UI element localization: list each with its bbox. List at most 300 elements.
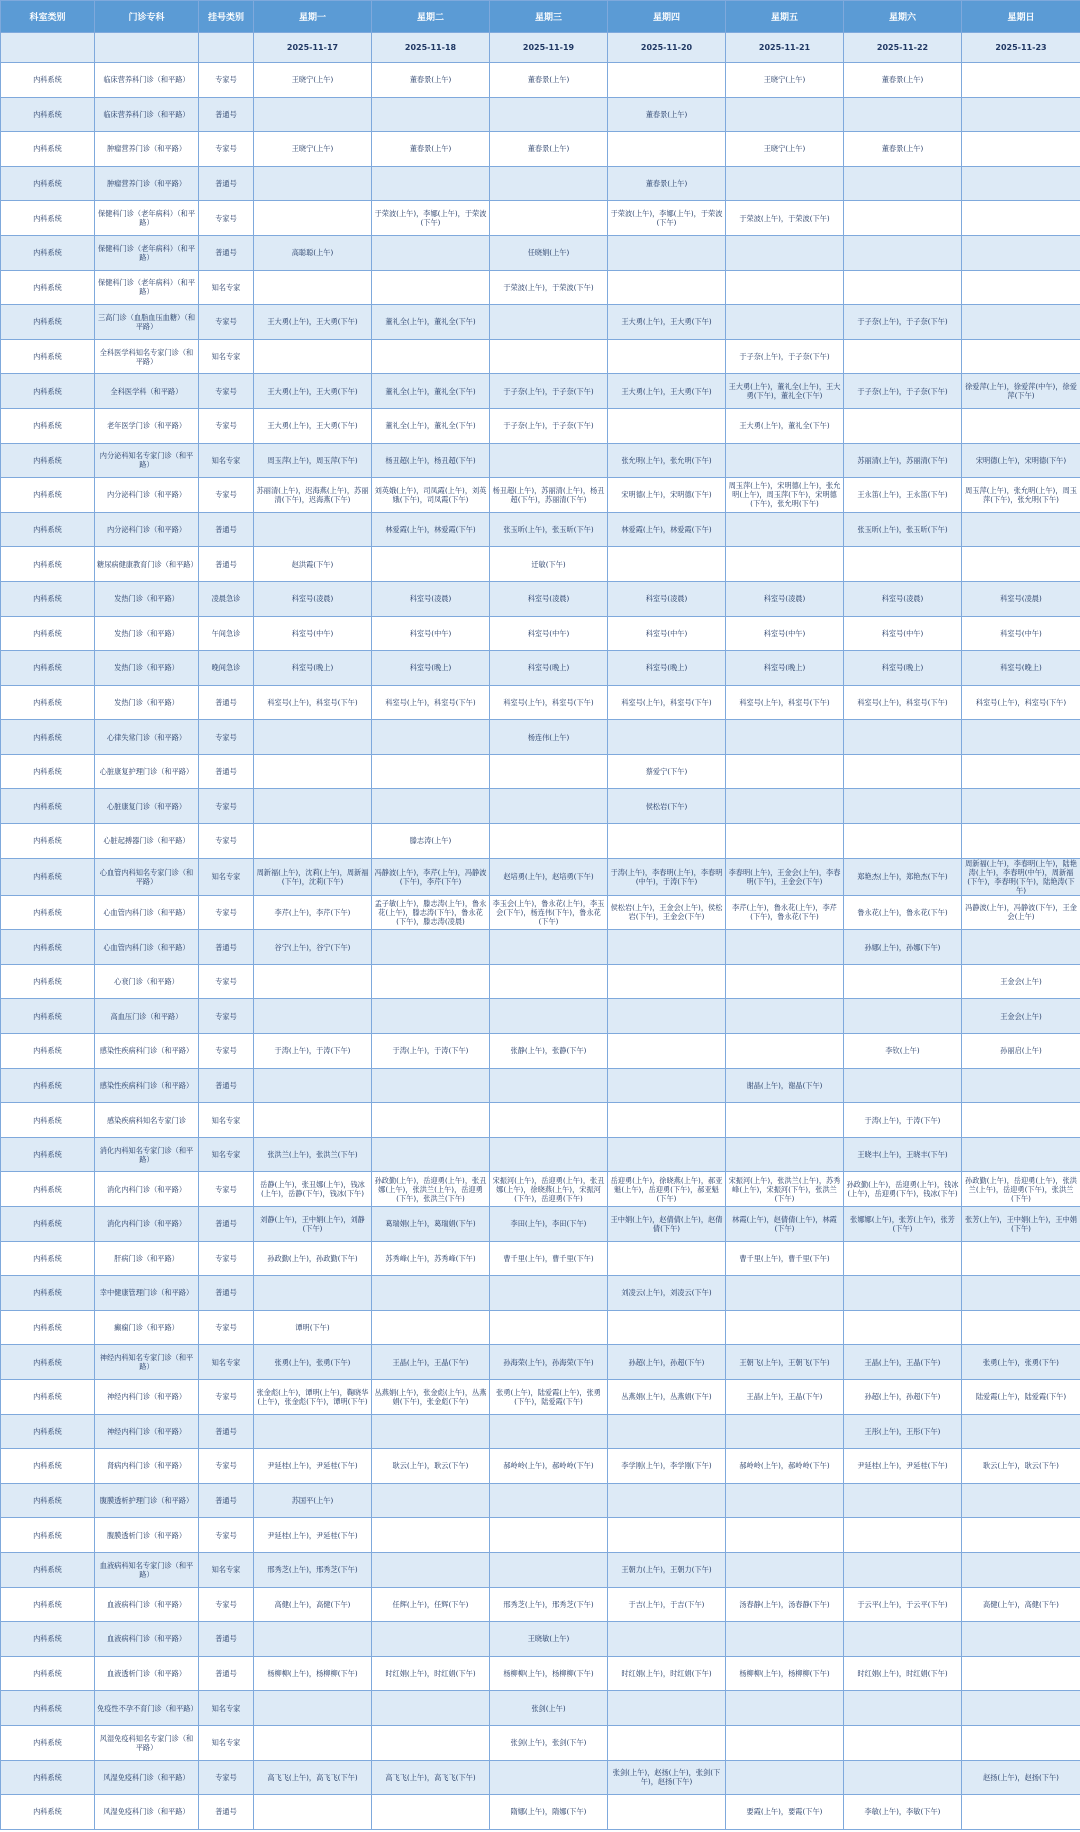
cell-dept-category: 内科系统 [1,651,95,686]
cell-clinic: 血液透析门诊（和平路） [95,1656,199,1691]
table-row [1,754,1080,789]
cell-clinic: 肿瘤营养门诊（和平路） [95,166,199,201]
cell-sun [962,305,1080,340]
cell-thu [608,720,726,755]
cell-fri: 郝岭岭(上午)，郝岭岭(下午) [726,1449,844,1484]
cell-sun [962,166,1080,201]
cell-sun [962,1656,1080,1691]
cell-thu: 侯松岩(上午)，王金会(上午)，侯松岩(下午)，王金会(下午) [608,895,726,930]
cell-sat [844,408,962,443]
cell-reg-type: 普通号 [199,685,254,720]
cell-sun [962,547,1080,582]
cell-reg-type: 知名专家 [199,858,254,895]
table-row [1,63,1080,98]
cell-sun [962,408,1080,443]
cell-reg-type: 专家号 [199,1587,254,1622]
cell-mon [254,789,372,824]
cell-sat: 科室号(中午) [844,616,962,651]
cell-dept-category: 内科系统 [1,97,95,132]
cell-reg-type: 专家号 [199,305,254,340]
cell-dept-category: 内科系统 [1,1172,95,1207]
cell-wed: 李玉会(上午)，鲁永花(上午)，李玉会(下午)，杨连伟(下午)，鲁永花(下午) [490,895,608,930]
cell-mon: 孙政勤(上午)，孙政勤(下午) [254,1241,372,1276]
table-row [1,1241,1080,1276]
cell-wed [490,1103,608,1138]
cell-sat: 于云平(上午)，于云平(下午) [844,1587,962,1622]
cell-mon: 科室号(中午) [254,616,372,651]
cell-dept-category: 内科系统 [1,754,95,789]
cell-reg-type: 普通号 [199,1276,254,1311]
cell-mon: 谷宁(上午)，谷宁(下午) [254,930,372,965]
cell-thu: 王中娟(上午)，赵倩倩(上午)，赵倩倩(下午) [608,1207,726,1242]
cell-mon [254,339,372,374]
cell-reg-type: 专家号 [199,1172,254,1207]
header-wed: 星期三 [490,1,608,33]
cell-sat: 科室号(上午)，科室号(下午) [844,685,962,720]
cell-sat: 尹延桂(上午)，尹延桂(下午) [844,1449,962,1484]
cell-sat [844,1483,962,1518]
cell-tue: 刘英娥(上午)，司凤霞(上午)，刘英娥(下午)，司凤霞(下午) [372,478,490,513]
cell-dept-category: 内科系统 [1,1345,95,1380]
cell-reg-type: 午间急诊 [199,616,254,651]
cell-thu [608,270,726,305]
cell-clinic: 肝病门诊（和平路） [95,1241,199,1276]
cell-mon: 张洪兰(上午)，张洪兰(下午) [254,1137,372,1172]
cell-sun: 科室号(凌晨) [962,581,1080,616]
cell-wed [490,999,608,1034]
cell-sun [962,930,1080,965]
cell-thu [608,930,726,965]
table-row [1,999,1080,1034]
cell-dept-category: 内科系统 [1,305,95,340]
header-clinic: 门诊专科 [95,1,199,33]
cell-mon: 王晓宁(上午) [254,63,372,98]
cell-tue: 科室号(中午) [372,616,490,651]
cell-mon [254,1276,372,1311]
cell-clinic: 消化内科门诊（和平路） [95,1207,199,1242]
cell-fri: 科室号(晚上) [726,651,844,686]
cell-tue: 林爱霞(上午)，林爱霞(下午) [372,512,490,547]
cell-wed: 杨丑超(上午)，苏丽清(上午)，杨丑超(下午)，苏丽清(下午) [490,478,608,513]
cell-wed [490,1137,608,1172]
table-row [1,1310,1080,1345]
cell-tue: 高飞飞(上午)，高飞飞(下午) [372,1760,490,1795]
cell-thu: 王大勇(上午)，王大勇(下午) [608,374,726,409]
cell-dept-category: 内科系统 [1,685,95,720]
cell-sun [962,97,1080,132]
cell-wed [490,1552,608,1587]
cell-sat [844,1691,962,1726]
cell-sat: 王彤(上午)，王彤(下午) [844,1414,962,1449]
cell-thu: 科室号(凌晨) [608,581,726,616]
cell-wed: 科室号(上午)，科室号(下午) [490,685,608,720]
cell-clinic: 幸中健康管理门诊（和平路） [95,1276,199,1311]
cell-sat: 科室号(晚上) [844,651,962,686]
cell-clinic: 糖尿病健康教育门诊（和平路） [95,547,199,582]
cell-mon [254,512,372,547]
cell-thu [608,1414,726,1449]
cell-clinic: 感染性疾病科门诊（和平路） [95,1068,199,1103]
cell-reg-type: 普通号 [199,1068,254,1103]
cell-wed: 孙海荣(上午)，孙海荣(下午) [490,1345,608,1380]
cell-wed: 隋娜(上午)，隋娜(下午) [490,1795,608,1830]
cell-wed: 任晓娟(上午) [490,235,608,270]
table-row [1,789,1080,824]
cell-sat: 孙娜(上午)，孙娜(下午) [844,930,962,965]
cell-reg-type: 普通号 [199,1414,254,1449]
cell-sun [962,235,1080,270]
cell-reg-type: 专家号 [199,132,254,167]
cell-thu: 蔡爱宁(下午) [608,754,726,789]
cell-dept-category: 内科系统 [1,1137,95,1172]
cell-fri [726,270,844,305]
cell-sun: 孙政勤(上午)，岳迎勇(上午)，张洪兰(上午)，岳迎勇(下午)，张洪兰(下午) [962,1172,1080,1207]
table-row [1,1622,1080,1657]
table-row [1,1345,1080,1380]
cell-dept-category: 内科系统 [1,166,95,201]
cell-wed: 董春景(上午) [490,63,608,98]
cell-clinic: 心脏康复门诊（和平路） [95,789,199,824]
cell-dept-category: 内科系统 [1,235,95,270]
cell-fri [726,166,844,201]
cell-mon: 苏丽清(上午)，迟海燕(上午)，苏丽清(下午)，迟海燕(下午) [254,478,372,513]
cell-thu [608,1310,726,1345]
cell-fri [726,789,844,824]
cell-thu: 李学刚(上午)，李学刚(下午) [608,1449,726,1484]
cell-tue: 于荣波(上午)，李娜(上午)，于荣波(下午) [372,201,490,236]
cell-reg-type: 专家号 [199,478,254,513]
cell-sun [962,1276,1080,1311]
cell-dept-category: 内科系统 [1,824,95,859]
cell-tue [372,1691,490,1726]
header-row [1,1,1080,33]
cell-tue: 董春景(上午) [372,63,490,98]
cell-thu [608,1241,726,1276]
cell-sun: 周新福(上午)，李春明(上午)，陆艳涛(上午)，李春明(中午)，周新福(下午)，李春明(下午)，陆艳涛(下午) [962,858,1080,895]
cell-dept-category: 内科系统 [1,1725,95,1760]
cell-dept-category: 内科系统 [1,547,95,582]
cell-reg-type: 专家号 [199,1310,254,1345]
cell-thu: 科室号(晚上) [608,651,726,686]
cell-wed: 赵培勇(上午)，赵培勇(下午) [490,858,608,895]
cell-mon: 岳静(上午)，张丑娜(上午)，钱冰(上午)，岳静(下午)，钱冰(下午) [254,1172,372,1207]
cell-clinic: 心衰门诊（和平路） [95,964,199,999]
cell-reg-type: 晚间急诊 [199,651,254,686]
cell-clinic: 高血压门诊（和平路） [95,999,199,1034]
cell-wed: 杨连伟(上午) [490,720,608,755]
date-mon: 2025-11-17 [254,33,372,63]
date-clinic [95,33,199,63]
header-sun: 星期日 [962,1,1080,33]
table-row [1,1172,1080,1207]
header-dept-category: 科室类别 [1,1,95,33]
date-reg-type [199,33,254,63]
cell-wed [490,964,608,999]
cell-sun [962,339,1080,374]
cell-tue: 葛瑞娟(上午)，葛瑞娟(下午) [372,1207,490,1242]
cell-sun [962,1103,1080,1138]
cell-fri: 科室号(中午) [726,616,844,651]
cell-thu: 侯松岩(下午) [608,789,726,824]
cell-sat [844,754,962,789]
cell-sun: 张芳(上午)，王中娟(上午)，王中娟(下午) [962,1207,1080,1242]
cell-fri [726,97,844,132]
cell-tue [372,1518,490,1553]
cell-thu [608,1483,726,1518]
cell-reg-type: 专家号 [199,408,254,443]
cell-sun [962,1518,1080,1553]
cell-clinic: 癫痫门诊（和平路） [95,1310,199,1345]
cell-fri [726,547,844,582]
cell-tue: 孙政勤(上午)，岳迎勇(上午)，张丑娜(上午)，张洪兰(上午)，岳迎勇(下午)，张洪兰(下午) [372,1172,490,1207]
cell-sun: 赵扬(上午)，赵扬(下午) [962,1760,1080,1795]
cell-fri: 曹千里(上午)，曹千里(下午) [726,1241,844,1276]
cell-reg-type: 普通号 [199,547,254,582]
cell-thu [608,824,726,859]
cell-fri: 于荣波(上午)，于荣波(下午) [726,201,844,236]
cell-wed: 张剑(上午)，张剑(下午) [490,1725,608,1760]
cell-sat [844,1725,962,1760]
cell-dept-category: 内科系统 [1,339,95,374]
table-row [1,1725,1080,1760]
cell-wed: 张玉昕(上午)，张玉昕(下午) [490,512,608,547]
cell-mon [254,1795,372,1830]
cell-clinic: 发热门诊（和平路） [95,685,199,720]
cell-reg-type: 专家号 [199,999,254,1034]
cell-mon [254,999,372,1034]
table-row [1,166,1080,201]
cell-tue [372,1103,490,1138]
table-row [1,374,1080,409]
cell-dept-category: 内科系统 [1,1414,95,1449]
cell-wed [490,1276,608,1311]
cell-wed [490,1414,608,1449]
cell-reg-type: 专家号 [199,824,254,859]
cell-clinic: 临床营养科门诊（和平路） [95,97,199,132]
cell-wed: 董春景(上午) [490,132,608,167]
cell-sat: 张娜娜(上午)，张芳(上午)，张芳(下午) [844,1207,962,1242]
cell-wed: 张剑(上午) [490,1691,608,1726]
cell-sat [844,1310,962,1345]
cell-wed: 李田(上午)，李田(下午) [490,1207,608,1242]
cell-thu [608,1518,726,1553]
cell-dept-category: 内科系统 [1,1795,95,1830]
cell-reg-type: 专家号 [199,789,254,824]
cell-sun [962,1622,1080,1657]
cell-thu: 于涛(上午)，李春明(上午)，李春明(中午)，于涛(下午) [608,858,726,895]
table-row [1,720,1080,755]
cell-sun [962,1795,1080,1830]
cell-thu [608,964,726,999]
table-row [1,1207,1080,1242]
cell-fri: 科室号(凌晨) [726,581,844,616]
cell-fri [726,305,844,340]
cell-mon: 科室号(上午)，科室号(下午) [254,685,372,720]
cell-sun [962,754,1080,789]
cell-sat: 李钦(上午) [844,1034,962,1069]
cell-thu: 丛燕娟(上午)，丛燕娟(下午) [608,1379,726,1414]
cell-thu [608,1725,726,1760]
table-row [1,930,1080,965]
cell-tue: 耿云(上午)，耿云(下午) [372,1449,490,1484]
cell-sat [844,1276,962,1311]
cell-mon: 高飞飞(上午)，高飞飞(下午) [254,1760,372,1795]
cell-fri [726,754,844,789]
cell-thu: 孙超(上午)，孙超(下午) [608,1345,726,1380]
cell-wed: 曹千里(上午)，曹千里(下午) [490,1241,608,1276]
cell-reg-type: 专家号 [199,1760,254,1795]
cell-sun [962,1552,1080,1587]
cell-clinic: 神经内科知名专家门诊（和平路） [95,1345,199,1380]
cell-tue [372,547,490,582]
cell-wed: 宋振河(上午)，岳迎勇(上午)，张丑娜(上午)，徐晓燕(上午)，宋振河(下午)，岳迎勇(下午) [490,1172,608,1207]
table-row [1,1449,1080,1484]
cell-sat [844,270,962,305]
cell-dept-category: 内科系统 [1,1552,95,1587]
cell-fri [726,1414,844,1449]
cell-clinic: 内分泌科门诊（和平路） [95,512,199,547]
cell-sun [962,789,1080,824]
cell-mon: 张勇(上午)，张勇(下午) [254,1345,372,1380]
cell-mon [254,720,372,755]
cell-reg-type: 知名专家 [199,1345,254,1380]
cell-thu: 宋明德(上午)，宋明德(下午) [608,478,726,513]
cell-clinic: 保健科门诊（老年病科）（和平路） [95,270,199,305]
cell-reg-type: 普通号 [199,1207,254,1242]
header-thu: 星期四 [608,1,726,33]
cell-reg-type: 知名专家 [199,1725,254,1760]
cell-dept-category: 内科系统 [1,63,95,98]
cell-tue [372,789,490,824]
cell-fri: 科室号(上午)，科室号(下午) [726,685,844,720]
cell-sat [844,999,962,1034]
cell-fri [726,1760,844,1795]
cell-dept-category: 内科系统 [1,1034,95,1069]
cell-tue [372,1310,490,1345]
cell-wed: 科室号(晚上) [490,651,608,686]
cell-mon [254,97,372,132]
cell-dept-category: 内科系统 [1,895,95,930]
cell-tue: 滕志涛(上午) [372,824,490,859]
cell-sun: 孙丽启(上午) [962,1034,1080,1069]
cell-sat [844,789,962,824]
cell-dept-category: 内科系统 [1,1760,95,1795]
cell-wed [490,166,608,201]
cell-fri [726,824,844,859]
cell-reg-type: 专家号 [199,1034,254,1069]
cell-thu: 于吉(上午)，于吉(下午) [608,1587,726,1622]
cell-clinic: 血液病科知名专家门诊（和平路） [95,1552,199,1587]
table-row [1,685,1080,720]
cell-tue: 时红娟(上午)，时红娟(下午) [372,1656,490,1691]
cell-clinic: 腹膜透析门诊（和平路） [95,1518,199,1553]
cell-reg-type: 普通号 [199,1656,254,1691]
cell-mon [254,270,372,305]
cell-mon [254,1622,372,1657]
cell-clinic: 心血管内科门诊（和平路） [95,930,199,965]
cell-mon: 刘静(上午)，王中娟(上午)，刘静(下午) [254,1207,372,1242]
cell-mon: 周玉萍(上午)，周玉萍(下午) [254,443,372,478]
cell-tue [372,999,490,1034]
cell-dept-category: 内科系统 [1,581,95,616]
table-row [1,824,1080,859]
cell-tue: 于涛(上午)，于涛(下午) [372,1034,490,1069]
cell-clinic: 心脏康复护理门诊（和平路） [95,754,199,789]
cell-dept-category: 内科系统 [1,999,95,1034]
cell-dept-category: 内科系统 [1,720,95,755]
cell-clinic: 心脏起搏器门诊（和平路） [95,824,199,859]
cell-mon: 赵洪霞(下午) [254,547,372,582]
cell-sat: 董春景(上午) [844,132,962,167]
cell-tue [372,964,490,999]
cell-sun [962,270,1080,305]
cell-tue: 科室号(上午)，科室号(下午) [372,685,490,720]
cell-clinic: 消化内科知名专家门诊（和平路） [95,1137,199,1172]
cell-clinic: 免疫性不孕不育门诊（和平路） [95,1691,199,1726]
table-row [1,616,1080,651]
table-row [1,1795,1080,1830]
cell-fri [726,930,844,965]
cell-wed: 于子奈(上午)，于子奈(下午) [490,374,608,409]
cell-wed [490,824,608,859]
cell-wed [490,443,608,478]
cell-clinic: 全科医学科（和平路） [95,374,199,409]
cell-thu [608,1103,726,1138]
cell-sun: 冯静波(上午)，冯静波(下午)，王金会(上午) [962,895,1080,930]
cell-reg-type: 专家号 [199,201,254,236]
cell-mon: 王大勇(上午)，王大勇(下午) [254,305,372,340]
cell-tue [372,166,490,201]
cell-reg-type: 普通号 [199,97,254,132]
cell-thu: 张允明(上午)，张允明(下午) [608,443,726,478]
cell-reg-type: 专家号 [199,374,254,409]
cell-tue [372,1622,490,1657]
cell-clinic: 血液病科门诊（和平路） [95,1622,199,1657]
cell-tue: 丛燕娟(上午)，张金彪(上午)，丛燕娟(下午)，张金彪(下午) [372,1379,490,1414]
cell-mon: 王大勇(上午)，王大勇(下午) [254,374,372,409]
cell-fri [726,1310,844,1345]
cell-dept-category: 内科系统 [1,1656,95,1691]
cell-fri: 李芹(上午)，鲁永花(上午)，李芹(下午)，鲁永花(下午) [726,895,844,930]
cell-sun [962,720,1080,755]
cell-sun [962,1137,1080,1172]
cell-fri [726,1725,844,1760]
cell-sun: 张勇(上午)，张勇(下午) [962,1345,1080,1380]
cell-mon: 张金彪(上午)，谭明(上午)，鞠晓华(上午)，张金彪(下午)，谭明(下午) [254,1379,372,1414]
cell-fri [726,1137,844,1172]
cell-mon [254,166,372,201]
cell-sun: 王金会(上午) [962,999,1080,1034]
cell-sat: 鲁永花(上午)，鲁永花(下午) [844,895,962,930]
cell-tue: 孟子敏(上午)，滕志涛(上午)，鲁永花(上午)，滕志涛(下午)，鲁永花(下午)，滕志涛(凌晨) [372,895,490,930]
cell-tue: 董礼全(上午)，董礼全(下午) [372,408,490,443]
cell-sat: 孙政勤(上午)，岳迎勇(上午)，钱冰(上午)，岳迎勇(下午)，钱冰(下午) [844,1172,962,1207]
table-row [1,305,1080,340]
cell-clinic: 心血管内科知名专家门诊（和平路） [95,858,199,895]
cell-fri: 王朝飞(上午)，王朝飞(下午) [726,1345,844,1380]
cell-dept-category: 内科系统 [1,478,95,513]
cell-thu [608,1691,726,1726]
cell-tue [372,97,490,132]
cell-wed: 王晓敏(上午) [490,1622,608,1657]
table-row [1,443,1080,478]
cell-fri [726,1552,844,1587]
cell-sun [962,201,1080,236]
cell-sun: 科室号(晚上) [962,651,1080,686]
cell-tue [372,1552,490,1587]
cell-sun [962,824,1080,859]
table-row [1,1379,1080,1414]
